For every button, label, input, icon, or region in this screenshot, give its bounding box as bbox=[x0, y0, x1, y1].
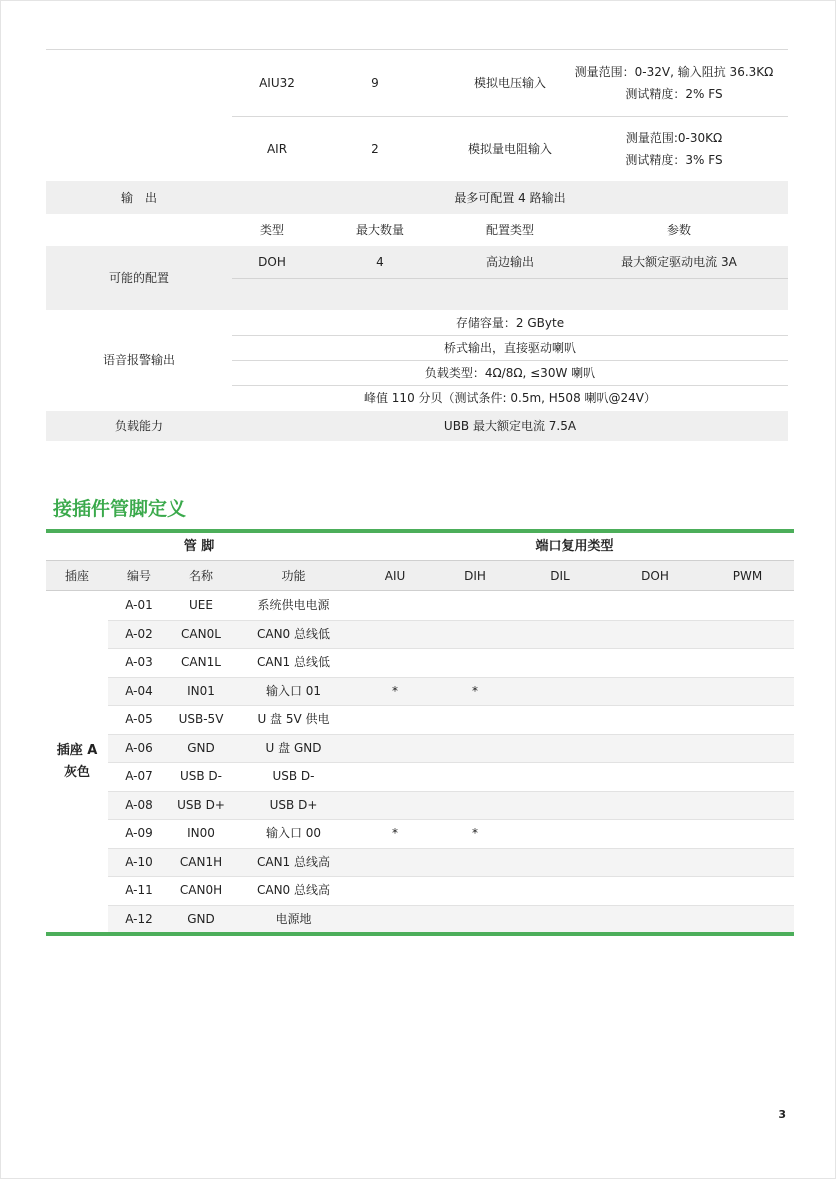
pin-func: CAN0 总线低 bbox=[256, 626, 330, 641]
pin-dih bbox=[435, 591, 515, 620]
port-group-header: 端口复用类型 bbox=[535, 538, 614, 554]
aiu32-type: AIU32 bbox=[259, 76, 295, 90]
pin-id: A-01 bbox=[125, 598, 153, 613]
pin-dih bbox=[435, 762, 515, 791]
pin-id: A-12 bbox=[125, 911, 153, 926]
air-count: 2 bbox=[371, 142, 379, 156]
pin-func: USB D+ bbox=[269, 797, 318, 812]
pin-aiu: * bbox=[392, 826, 398, 841]
voice-line-1: 存储容量：2 GByte bbox=[455, 316, 565, 330]
aiu32-param-accuracy: 测试精度：2% FS bbox=[625, 87, 723, 101]
output-header-max: 最大数量 bbox=[355, 223, 404, 237]
pin-aiu bbox=[355, 648, 435, 677]
output-header-config: 配置类型 bbox=[485, 223, 534, 237]
load-value: UBB 最大额定电流 7.5A bbox=[443, 419, 577, 433]
pin-name: USB D+ bbox=[177, 797, 225, 812]
column-header-socket: 插座 bbox=[64, 568, 89, 583]
pin-func: 输入口 01 bbox=[265, 683, 322, 698]
pin-aiu bbox=[355, 905, 435, 934]
aiu32-count: 9 bbox=[371, 76, 379, 90]
pin-dih bbox=[435, 876, 515, 905]
pin-dih bbox=[435, 620, 515, 649]
pin-dih bbox=[435, 905, 515, 934]
possible-config-count: 4 bbox=[376, 255, 384, 269]
aiu32-param bbox=[560, 50, 788, 116]
pin-dih bbox=[435, 648, 515, 677]
load-label: 负载能力 bbox=[114, 419, 163, 433]
pin-id: A-09 bbox=[125, 826, 153, 841]
pin-dih: * bbox=[472, 826, 478, 841]
page-number: 3 bbox=[778, 1108, 786, 1121]
column-header-name: 名称 bbox=[188, 568, 213, 583]
pin-name: CAN0H bbox=[179, 883, 223, 898]
pin-name: CAN0L bbox=[181, 626, 221, 641]
pin-func: U 盘 5V 供电 bbox=[257, 712, 330, 727]
pin-name: IN01 bbox=[187, 683, 215, 698]
possible-config-param: 最大额定驱动电流 3A bbox=[621, 255, 737, 269]
section-title: 接插件管脚定义 bbox=[53, 498, 187, 520]
pin-name: CAN1L bbox=[181, 655, 221, 670]
aiu32-config: 模拟电压输入 bbox=[473, 76, 546, 90]
pin-func: CAN1 总线低 bbox=[256, 655, 330, 670]
column-header-dil: DIL bbox=[550, 568, 570, 583]
output-header-param: 参数 bbox=[666, 223, 691, 237]
pin-name: USB D- bbox=[179, 769, 223, 784]
pin-name: GND bbox=[187, 740, 215, 755]
air-type: AIR bbox=[266, 142, 288, 156]
pin-id: A-10 bbox=[125, 854, 153, 869]
pin-aiu bbox=[355, 848, 435, 877]
pin-dih bbox=[435, 791, 515, 820]
pin-id: A-07 bbox=[125, 769, 153, 784]
air-param-accuracy: 测试精度：3% FS bbox=[625, 153, 723, 167]
possible-config-label: 可能的配置 bbox=[108, 271, 169, 285]
pin-func: CAN0 总线高 bbox=[256, 883, 330, 898]
pin-group-header: 管 脚 bbox=[183, 538, 215, 554]
output-label: 输 出 bbox=[120, 190, 157, 205]
possible-config-type: DOH bbox=[258, 255, 286, 269]
pin-name: GND bbox=[187, 911, 215, 926]
pin-aiu bbox=[355, 734, 435, 763]
air-param bbox=[560, 117, 788, 181]
pin-func: 输入口 00 bbox=[265, 826, 322, 841]
column-header-dih: DIH bbox=[464, 568, 486, 583]
column-header-id: 编号 bbox=[126, 568, 151, 583]
column-header-doh: DOH bbox=[641, 568, 669, 583]
socket-label-color: 灰色 bbox=[63, 764, 90, 780]
voice-line-3: 负载类型：4Ω/8Ω, ≤30W 喇叭 bbox=[424, 366, 596, 380]
pin-func: 系统供电电源 bbox=[257, 598, 330, 613]
pin-name: UEE bbox=[189, 598, 213, 613]
pin-id: A-08 bbox=[125, 797, 153, 812]
column-header-func: 功能 bbox=[281, 568, 306, 583]
pin-aiu: * bbox=[392, 683, 398, 698]
voice-label: 语音报警输出 bbox=[102, 353, 175, 367]
pin-name: IN00 bbox=[187, 826, 215, 841]
pin-id: A-05 bbox=[125, 712, 153, 727]
pin-dih: * bbox=[472, 683, 478, 698]
column-header-aiu: AIU bbox=[384, 568, 406, 583]
pin-aiu bbox=[355, 762, 435, 791]
pin-aiu bbox=[355, 591, 435, 620]
pin-aiu bbox=[355, 620, 435, 649]
aiu32-param-range: 测量范围：0-32V, 输入阻抗 36.3KΩ bbox=[574, 65, 774, 79]
voice-line-4: 峰值 110 分贝（测试条件: 0.5m, H508 喇叭@24V） bbox=[363, 391, 656, 405]
air-param-range: 测量范围:0-30KΩ bbox=[625, 131, 723, 145]
pin-aiu bbox=[355, 876, 435, 905]
pin-id: A-11 bbox=[125, 883, 153, 898]
pin-dih bbox=[435, 734, 515, 763]
pin-func: CAN1 总线高 bbox=[256, 854, 330, 869]
pin-dih bbox=[435, 705, 515, 734]
output-header-type: 类型 bbox=[259, 223, 284, 237]
column-header-pwm: PWM bbox=[732, 568, 763, 583]
voice-line-2: 桥式输出，直接驱动喇叭 bbox=[443, 341, 576, 355]
output-value: 最多可配置 4 路输出 bbox=[454, 190, 566, 205]
pin-id: A-06 bbox=[125, 740, 153, 755]
pin-dih bbox=[435, 848, 515, 877]
pin-func: U 盘 GND bbox=[265, 740, 322, 755]
socket-label bbox=[46, 591, 108, 932]
pin-func: 电源地 bbox=[275, 911, 312, 926]
pin-id: A-02 bbox=[125, 626, 153, 641]
pin-func: USB D- bbox=[272, 769, 315, 784]
socket-label-name: 插座 A bbox=[56, 742, 98, 758]
pin-name: USB-5V bbox=[178, 712, 224, 727]
pin-aiu bbox=[355, 705, 435, 734]
pin-aiu bbox=[355, 791, 435, 820]
pin-id: A-03 bbox=[125, 655, 153, 670]
pin-name: CAN1H bbox=[179, 854, 223, 869]
air-config: 模拟量电阻输入 bbox=[467, 142, 552, 156]
possible-config-config: 高边输出 bbox=[485, 255, 534, 269]
pin-id: A-04 bbox=[125, 683, 153, 698]
